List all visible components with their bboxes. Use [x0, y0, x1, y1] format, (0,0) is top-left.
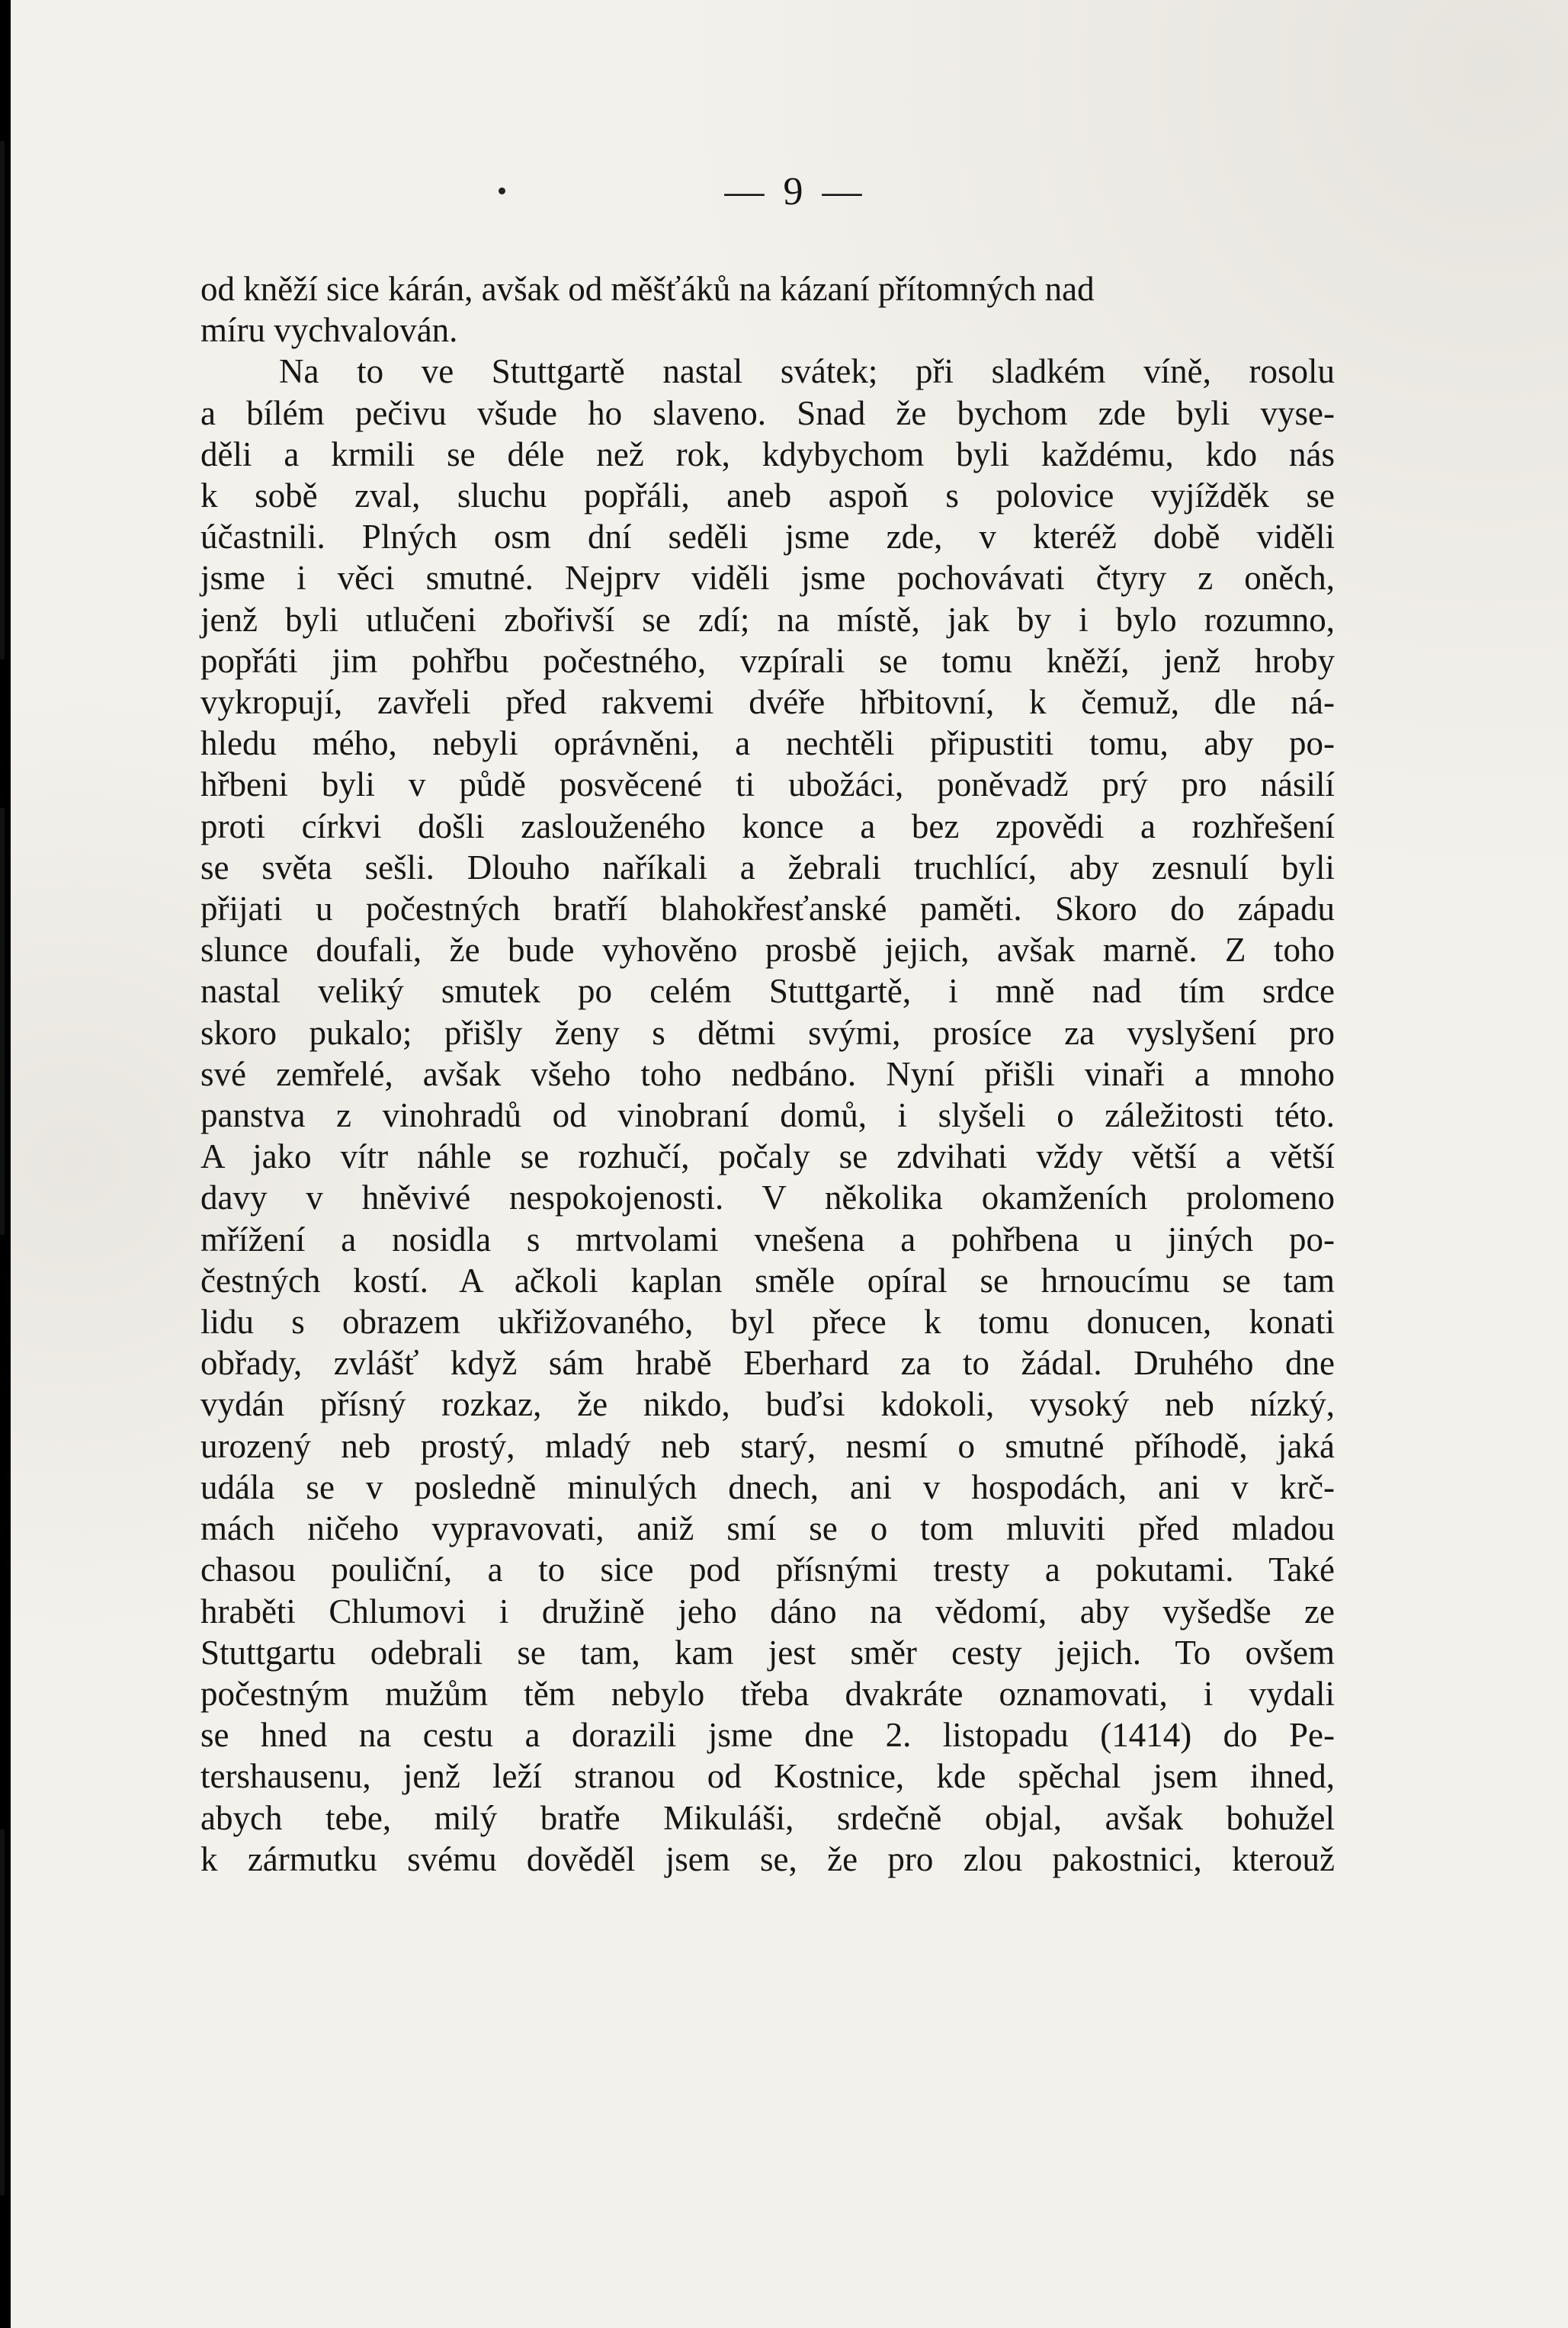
text-line: abych tebe, milý bratře Mikuláši, srdečně objal, avšak bohužel [200, 1798, 1335, 1837]
text-line: Na to ve Stuttgartě nastal svátek; při sladkém víně, rosolu [279, 352, 1335, 391]
text-line: vykropují, zavřeli před rakvemi dvéře hřbitovní, k čemuž, dle ná- [200, 683, 1335, 722]
text-line: k zármutku svému dověděl jsem se, že pro zlou pakostnici, kterouž [200, 1839, 1335, 1878]
text-line: mřížení a nosidla s mrtvolami vnešena a pohřbena u jiných po- [200, 1220, 1335, 1259]
text-line: udála se v posledně minulých dnech, ani v hospodách, ani v krč- [200, 1467, 1335, 1506]
text-line: hřbeni byli v půdě posvěcené ti ubožáci, poněvadž prý pro násilí [200, 765, 1335, 804]
text-line: A jako vítr náhle se rozhučí, počaly se zdvihati vždy větší a větší [200, 1137, 1335, 1176]
text-line: své zemřelé, avšak všeho toho nedbáno. Nyní přišli vinaři a mnoho [200, 1054, 1335, 1093]
text-line: od kněží sice kárán, avšak od měšťáků na kázaní přítomných nad [200, 270, 1095, 308]
text-line: vydán přísný rozkaz, že nikdo, buďsi kdokoli, vysoký neb nízký, [200, 1385, 1335, 1424]
text-line: mách ničeho vypravovati, aniž smí se o tom mluviti před mladou [200, 1509, 1335, 1548]
binding-edge [0, 141, 5, 659]
page-number: — 9 — [724, 170, 867, 213]
text-line: davy v hněvivé nespokojenosti. V několika okamženích prolomeno [200, 1178, 1335, 1217]
text-line: skoro pukalo; přišly ženy s dětmi svými, prosíce za vyslyšení pro [200, 1013, 1335, 1052]
text-line: hledu mého, nebyli oprávněni, a nechtěli připustiti tomu, aby po- [200, 724, 1335, 763]
text-line: děli a krmili se déle než rok, kdybychom byli každému, kdo nás [200, 434, 1335, 473]
text-line: se světa sešli. Dlouho naříkali a žebrali truchlící, aby zesnulí byli [200, 848, 1335, 887]
text-line: obřady, zvlášť když sám hrabě Eberhard za to žádal. Druhého dne [200, 1344, 1335, 1383]
body-text [200, 268, 1335, 1880]
text-line: lidu s obrazem ukřižovaného, byl přece k tomu donucen, konati [200, 1303, 1335, 1342]
binding-edge [0, 1829, 5, 2195]
text-line: popřáti jim pohřbu počestného, vzpírali se tomu kněží, jenž hroby [200, 641, 1335, 680]
text-line: k sobě zval, sluchu popřáli, aneb aspoň s polovice vyjížděk se [200, 476, 1335, 515]
text-line: čestných kostí. A ačkoli kaplan směle opíral se hrnoucímu se tam [200, 1261, 1335, 1300]
text-line: míru vychvalován. [200, 311, 458, 350]
text-line: Stuttgartu odebrali se tam, kam jest směr cesty jejich. To ovšem [200, 1633, 1335, 1672]
text-line: hraběti Chlumovi i družině jeho dáno na vědomí, aby vyšedše ze [200, 1592, 1335, 1631]
text-line: jsme i věci smutné. Nejprv viděli jsme pochovávati čtyry z oněch, [200, 559, 1335, 598]
text-line: chasou pouliční, a to sice pod přísnými tresty a pokutami. Také [200, 1550, 1335, 1589]
text-line: nastal veliký smutek po celém Stuttgartě, i mně nad tím srdce [200, 972, 1335, 1011]
text-line: jenž byli utlučeni zbořivší se zdí; na místě, jak by i bylo rozumno, [200, 600, 1335, 639]
text-line: tershausenu, jenž leží stranou od Kostnice, kde spěchal jsem ihned, [200, 1757, 1335, 1796]
text-line: slunce doufali, že bude vyhověno prosbě jejich, avšak marně. Z toho [200, 931, 1335, 970]
text-line: proti církvi došli zaslouženého konce a bez zpovědi a rozhřešení [200, 806, 1335, 845]
text-line: počestným mužům těm nebylo třeba dvakráte oznamovati, i vydali [200, 1674, 1335, 1713]
text-line: panstva z vinohradů od vinobraní domů, i slyšeli o záležitosti této. [200, 1096, 1335, 1135]
binding-edge [0, 808, 5, 1235]
text-line: urozený neb prostý, mladý neb starý, nesmí o smutné příhodě, jaká [200, 1426, 1335, 1465]
text-line: a bílém pečivu všude ho slaveno. Snad že bychom zde byli vyse- [200, 393, 1335, 432]
text-line: přijati u počestných bratří blahokřesťanské paměti. Skoro do západu [200, 890, 1335, 928]
text-line: se hned na cestu a dorazili jsme dne 2. listopadu (1414) do Pe- [200, 1716, 1335, 1755]
text-line: účastnili. Plných osm dní seděli jsme zde, v kteréž době viděli [200, 518, 1335, 556]
